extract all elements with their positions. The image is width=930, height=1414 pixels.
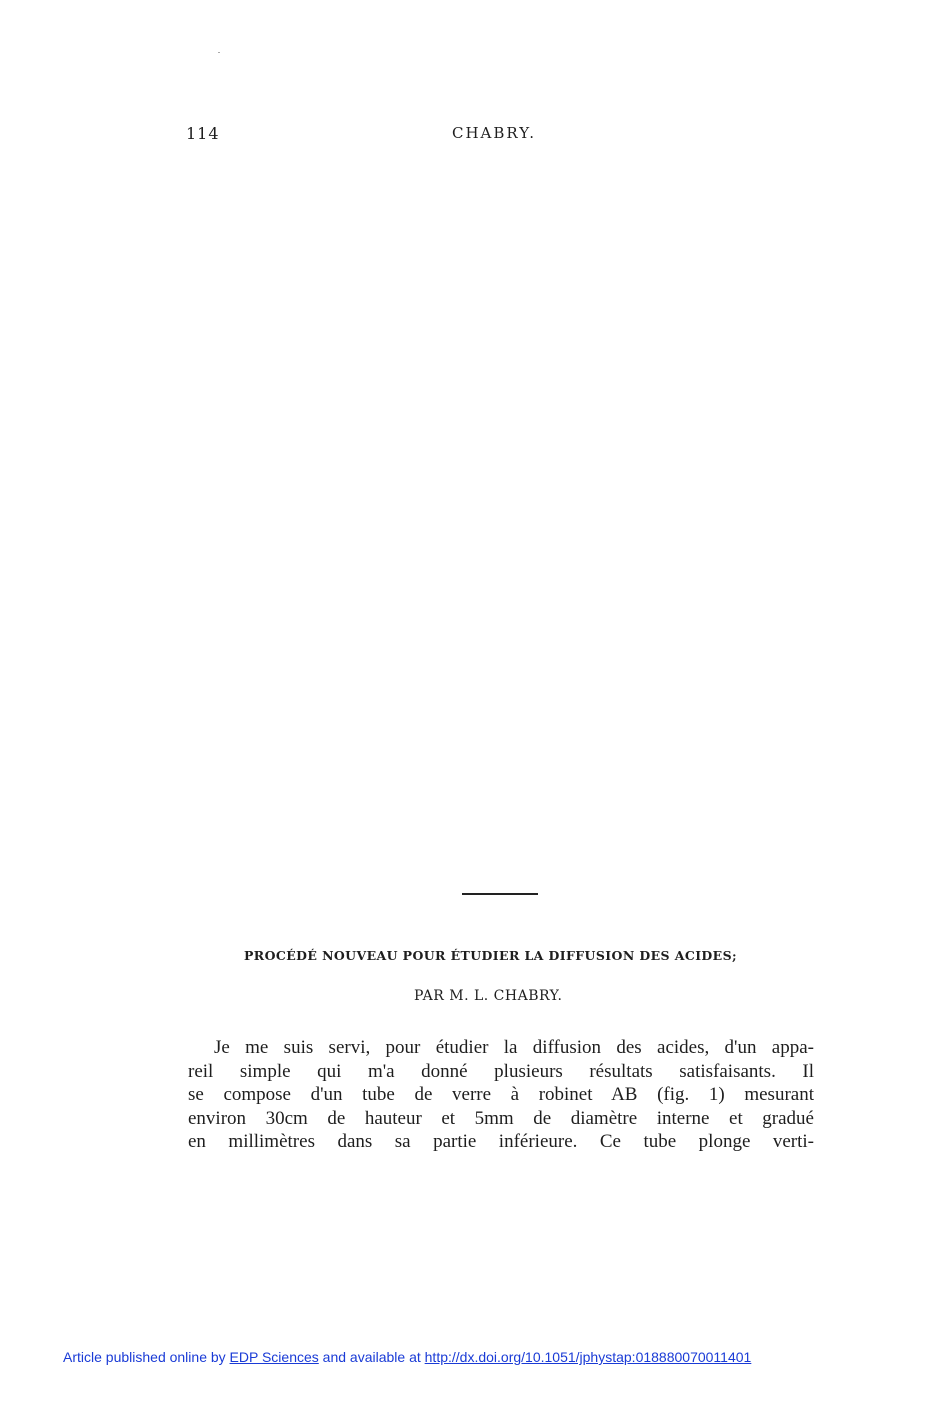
body-line: en millimètres dans sa partie inférieure. Ce tube plonge verti- xyxy=(188,1131,814,1152)
footer-prefix: Article published online by xyxy=(63,1349,230,1365)
doi-link[interactable]: http://dx.doi.org/10.1051/jphystap:018880070011401 xyxy=(424,1349,752,1365)
article-title: PROCÉDÉ NOUVEAU POUR ÉTUDIER LA DIFFUSION DES ACIDES; xyxy=(244,948,738,963)
scan-speck xyxy=(218,52,220,53)
body-paragraph xyxy=(188,1036,814,1154)
publisher-link[interactable]: EDP Sciences xyxy=(229,1349,319,1365)
body-line: se compose d'un tube de verre à robinet AB (fig. 1) mesurant xyxy=(188,1084,814,1105)
footer-middle: and available at xyxy=(318,1349,425,1365)
page-number: 114 xyxy=(186,124,220,143)
running-head: CHABRY. xyxy=(452,124,536,142)
body-line: environ 30cm de hauteur et 5mm de diamètre interne et gradué xyxy=(188,1107,814,1129)
body-line: reil simple qui m'a donné plusieurs résultats satisfaisants. Il xyxy=(188,1060,814,1082)
section-divider xyxy=(462,893,538,895)
publication-footer xyxy=(63,1349,751,1365)
body-line: Je me suis servi, pour étudier la diffusion des acides, d'un appa- xyxy=(214,1037,814,1058)
byline: PAR M. L. CHABRY. xyxy=(414,988,563,1004)
